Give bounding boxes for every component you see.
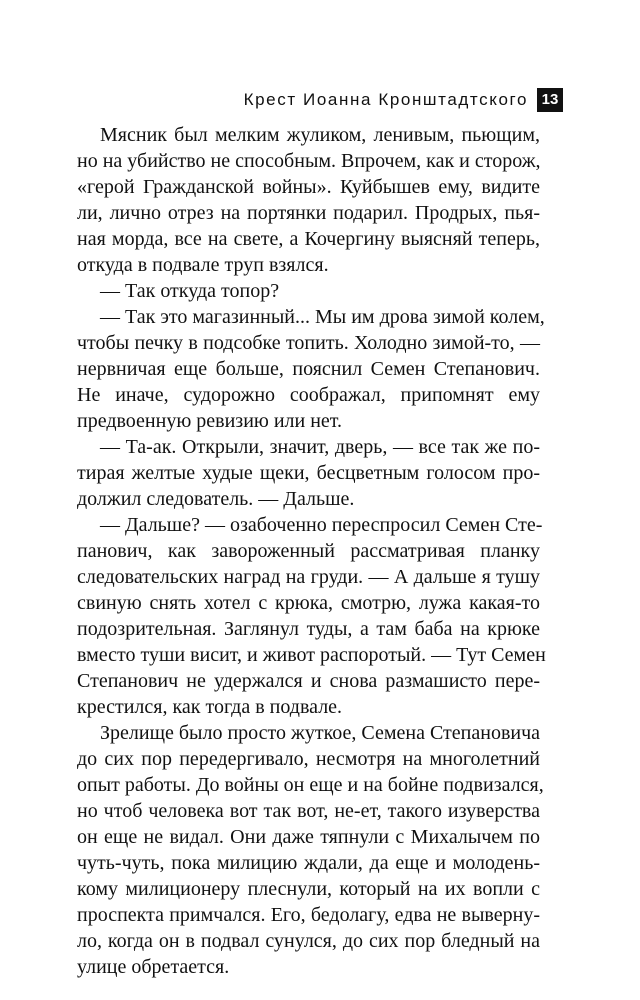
text-line: — Та-ак. Открыли, значит, дверь, — все так же по- [100, 436, 540, 458]
paragraph [77, 720, 544, 980]
text-line: свиную снять хотел с крюка, смотрю, лужа какая-то [77, 592, 540, 614]
text-line: предвоенную ревизию или нет. [77, 410, 343, 432]
text-line: Мясник был мелким жуликом, ленивым, пьющим, [100, 124, 540, 146]
text-line: тирая желтые худые щеки, бесцветным голосом про- [77, 462, 540, 484]
body-text [77, 122, 546, 980]
text-line: он еще не видал. Они даже тяпнули с Михалычем по [77, 826, 540, 848]
text-line: ли, лично отрез на портянки подарил. Продрых, пья- [77, 202, 540, 224]
running-title: Крест Иоанна Кронштадтского [243, 90, 528, 109]
text-line: кому милиционеру плеснули, который на их вопли с [77, 878, 540, 900]
text-line: Зрелище было просто жуткое, Семена Степановича [100, 722, 541, 744]
text-line: нервничая еще больше, пояснил Семен Степанович. [77, 358, 540, 380]
text-line: Не иначе, судорожно соображал, припомнят ему [77, 384, 540, 406]
text-line: подозрительная. Заглянул туды, а там баба на крюке [77, 618, 540, 640]
paragraph [77, 122, 540, 278]
text-line: — Так откуда топор? [100, 280, 280, 302]
text-line: «герой Гражданской войны». Куйбышев ему, видите [77, 176, 540, 198]
running-header [244, 88, 563, 112]
text-line: крестился, как тогда в подвале. [77, 696, 343, 718]
paragraph [77, 434, 540, 512]
text-line: чуть-чуть, пока милицию ждали, да еще и молодень- [77, 852, 540, 874]
text-line: проспекта примчался. Его, бедолагу, едва не выверну- [77, 904, 540, 926]
paragraph [77, 512, 546, 720]
paragraph [77, 278, 540, 304]
text-line: следовательских наград на груди. — А дальше я тушу [77, 566, 540, 588]
text-line: вместо туши висит, и живот распоротый. — Тут Семен [77, 644, 546, 666]
text-line: ло, когда он в подвал сунулся, до сих пор бледный на [77, 930, 540, 952]
text-line: ная морда, все на свете, а Кочергину выясняй теперь, [77, 228, 540, 250]
text-line: — Так это магазинный... Мы им дрова зимой колем, [100, 306, 545, 328]
text-line: опыт работы. До войны он еще и на бойне подвизался, [77, 774, 544, 796]
text-line: но на убийство не способным. Впрочем, как и сторож, [77, 150, 541, 172]
page-number-badge: 13 [537, 88, 563, 112]
text-line: но чтоб человека вот так вот, не-ет, такого изуверства [77, 800, 540, 822]
text-line: — Дальше? — озабоченно переспросил Семен Сте- [100, 514, 543, 536]
text-line: Степанович не удержался и снова размашисто пере- [77, 670, 540, 692]
paragraph [77, 304, 545, 434]
text-line: до сих пор передергивало, несмотря на многолетний [77, 748, 540, 770]
text-line: чтобы печку в подсобке топить. Холодно зимой-то, — [77, 332, 540, 354]
text-line: улице обретается. [77, 956, 230, 978]
text-line: должил следователь. — Дальше. [77, 488, 355, 510]
text-line: откуда в подвале труп взялся. [77, 254, 329, 276]
text-line: панович, как завороженный рассматривая планку [77, 540, 540, 562]
